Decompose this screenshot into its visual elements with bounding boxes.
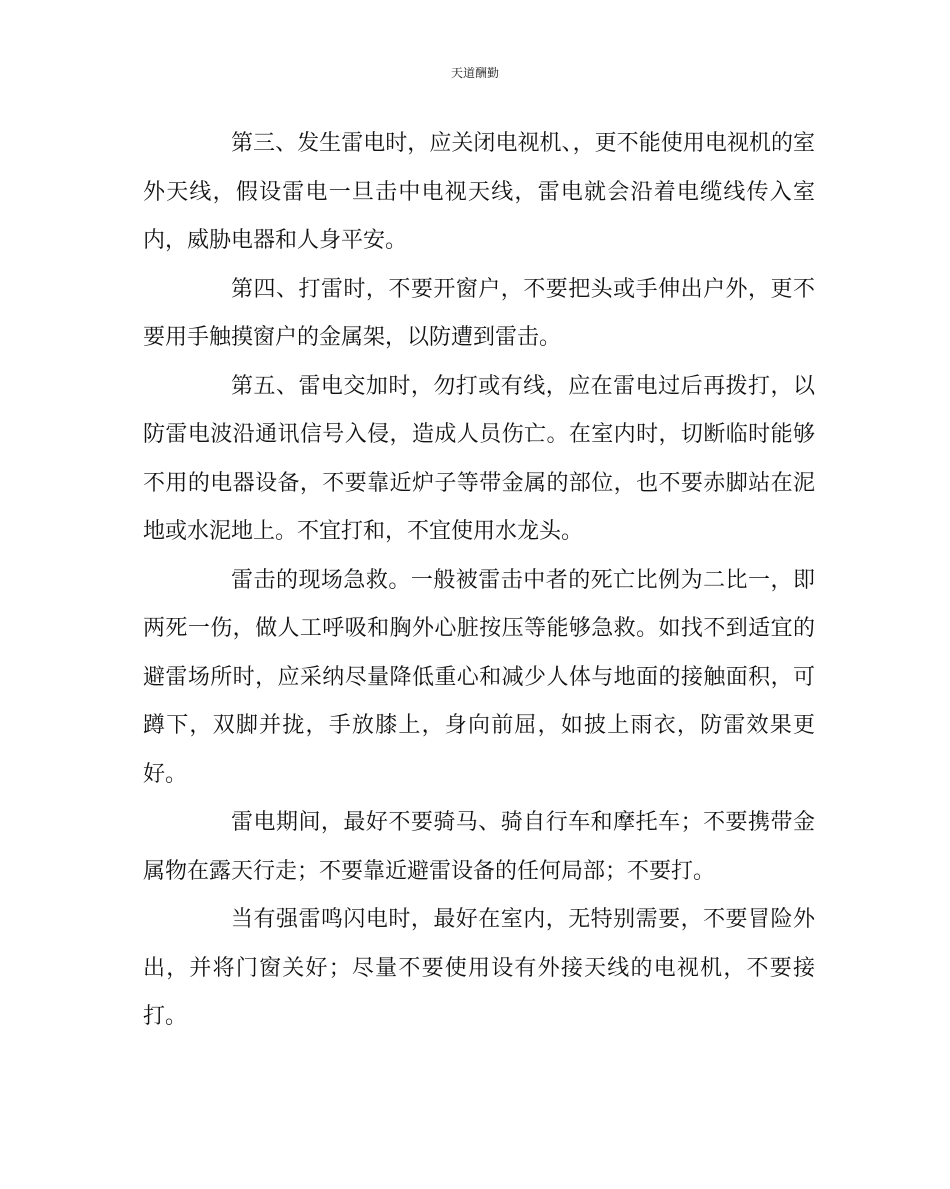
paragraph-6: 当有强雷鸣闪电时，最好在室内，无特别需要，不要冒险外出，并将门窗关好；尽量不要使用设有外接天线的电视机，不要接打。: [143, 907, 815, 1029]
paragraph-3: 第五、雷电交加时，勿打或有线，应在雷电过后再拨打，以防雷电波沿通讯信号入侵，造成人员伤亡。在室内时，切断临时能够不用的电器设备，不要靠近炉子等带金属的部位，也不要赤脚站在泥地或水泥地上。不宜打和，不宜使用水龙头。: [143, 373, 815, 544]
paragraph-4: 雷击的现场急救。一般被雷击中者的死亡比例为二比一，即两死一伤，做人工呼吸和胸外心脏按压等能够急救。如找不到适宜的避雷场所时，应采纳尽量降低重心和减少人体与地面的接触面积，可蹲下，双脚并拢，手放膝上，身向前屈，如披上雨衣，防雷效果更好。: [143, 567, 815, 787]
paragraph-2: 第四、打雷时，不要开窗户，不要把头或手伸出户外，更不要用手触摸窗户的金属架，以防遭到雷击。: [143, 276, 815, 350]
paragraph-1: 第三、发生雷电时，应关闭电视机、，更不能使用电视机的室外天线，假设雷电一旦击中电视天线，雷电就会沿着电缆线传入室内，威胁电器和人身平安。: [143, 131, 815, 253]
document-body: [143, 120, 815, 1042]
page-header: 天道酬勤: [450, 66, 499, 80]
paragraph-5: 雷电期间，最好不要骑马、骑自行车和摩托车；不要携带金属物在露天行走；不要靠近避雷设备的任何局部；不要打。: [143, 810, 815, 884]
